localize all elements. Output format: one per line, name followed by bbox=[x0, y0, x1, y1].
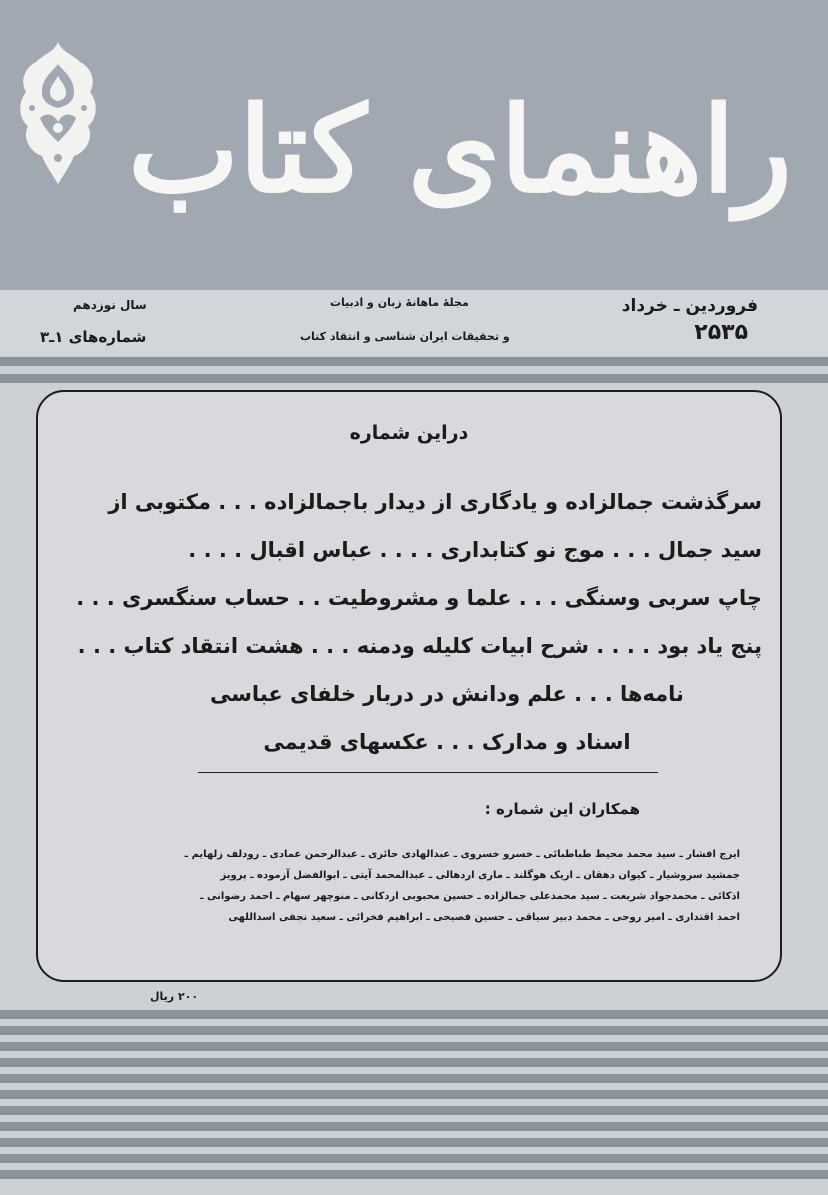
bottom-stripe bbox=[0, 1106, 828, 1115]
bottom-stripe bbox=[0, 1138, 828, 1147]
contents-box bbox=[36, 390, 782, 982]
issue-numbers: شماره‌های ۱ـ۳ bbox=[40, 328, 147, 346]
magazine-description-line-2: و تحقیقات ایران شناسی و انتقاد کتاب bbox=[300, 330, 510, 343]
contributors-line: جمشید سروشیار ـ کیوان دهقان ـ اریک هوگلند ـ ماری اردهالی ـ عبدالمحمد آیتی ـ ابوالفضل آزموده ـ پرویز bbox=[220, 870, 740, 881]
issue-info-bar bbox=[0, 290, 828, 355]
contents-line: سرگذشت جمالزاده و یادگاری از دیدار باجمالزاده . . . مکتوبی از bbox=[108, 490, 762, 514]
volume-label: سال نوزدهم bbox=[73, 298, 147, 312]
magazine-description-line-1: مجلهٔ ماهانهٔ زبان و ادبیات bbox=[330, 296, 469, 309]
price-label: ۲۰۰ ریال bbox=[150, 990, 199, 1003]
persian-arabesque-ornament-icon bbox=[10, 38, 106, 186]
issue-year: ۲۵۳۵ bbox=[694, 320, 748, 345]
contents-line: اسناد و مدارک . . . عکسهای قدیمی bbox=[263, 730, 631, 754]
bottom-stripe bbox=[0, 1122, 828, 1131]
contents-list bbox=[62, 478, 762, 766]
divider-stripe bbox=[0, 374, 828, 383]
bottom-stripe bbox=[0, 1154, 828, 1163]
contents-line: چاپ سربی وسنگی . . . علما و مشروطیت . . حساب سنگسری . . . bbox=[76, 586, 762, 610]
contents-line: سید جمال . . . موج نو کتابداری . . . . عباس اقبال . . . . bbox=[188, 538, 762, 562]
contributors-line: اذکائی ـ محمدجواد شریعت ـ سید محمدعلی جمالزاده ـ حسین محبوبی اردکانی ـ منوچهر سهام ـ احمد رضوانی ـ bbox=[200, 891, 740, 902]
bottom-stripe bbox=[0, 1090, 828, 1099]
contents-heading: دراین شماره bbox=[349, 422, 469, 444]
contributors-line: ایرج افشار ـ سید محمد محیط طباطبائی ـ خسرو خسروی ـ عبدالهادی حائری ـ عبدالرحمن عمادی ـ رودلف زلهایم ـ bbox=[184, 849, 740, 860]
bottom-stripe bbox=[0, 1170, 828, 1179]
header-band bbox=[0, 0, 828, 290]
contents-line: پنج یاد بود . . . . شرح ابیات کلیله ودمنه . . . هشت انتقاد کتاب . . . bbox=[77, 634, 762, 658]
magazine-title: راهنمای کتاب bbox=[127, 80, 793, 219]
contents-divider bbox=[198, 772, 658, 773]
divider-stripe bbox=[0, 357, 828, 366]
bottom-stripe bbox=[0, 1026, 828, 1035]
bottom-stripe bbox=[0, 1058, 828, 1067]
issue-months: فروردین ـ خرداد bbox=[621, 296, 758, 316]
contributors-heading: همکاران این شماره : bbox=[484, 800, 640, 818]
bottom-stripe bbox=[0, 1010, 828, 1019]
contributors-line: احمد اقتداری ـ امیر روحی ـ محمد دبیر سیاقی ـ حسین فصیحی ـ ابراهیم فخرائی ـ سعید نجفی اسداللهی bbox=[228, 912, 740, 923]
contributors-list bbox=[100, 844, 740, 928]
bottom-stripe bbox=[0, 1074, 828, 1083]
bottom-stripe bbox=[0, 1042, 828, 1051]
contents-line: نامه‌ها . . . علم ودانش در دربار خلفای عباسی bbox=[210, 682, 684, 706]
